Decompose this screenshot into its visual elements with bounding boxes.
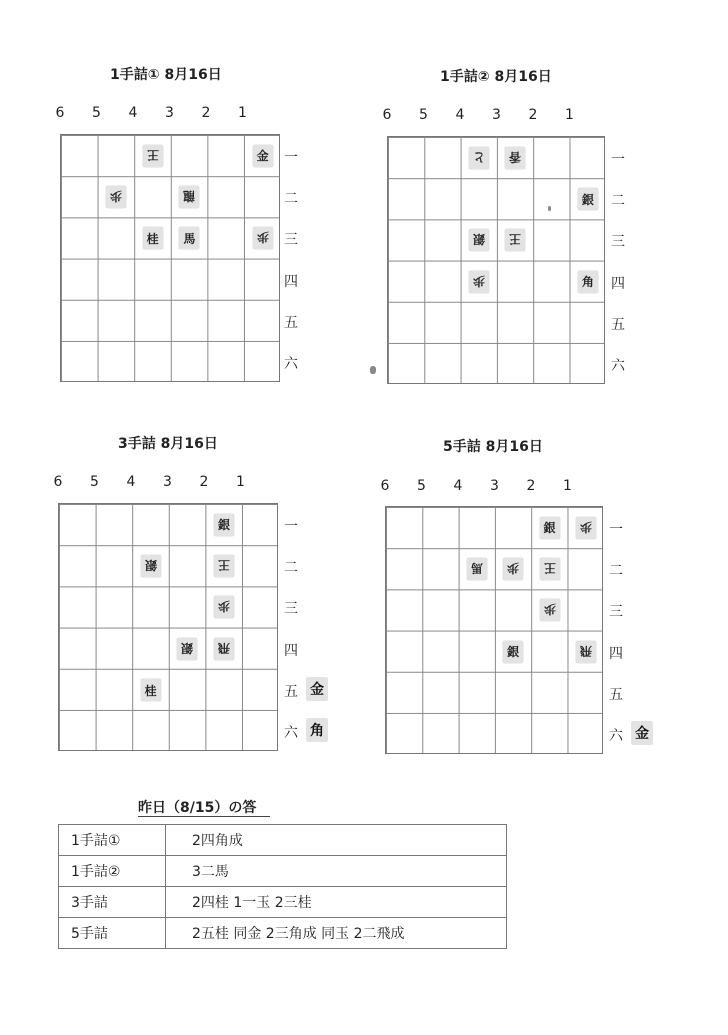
column-label: 2 (201, 105, 211, 121)
shogi-piece: 銀 (540, 517, 560, 539)
shogi-piece: 金 (253, 145, 273, 167)
shogi-piece: 馬 (467, 558, 487, 580)
paper-speck (370, 366, 376, 374)
column-label: 6 (53, 474, 63, 490)
shogi-board (58, 503, 278, 751)
shogi-piece: 歩 (503, 558, 523, 580)
answer-moves: 2四角成 (166, 825, 507, 856)
shogi-piece: 歩 (106, 186, 126, 208)
shogi-piece: 王 (143, 145, 163, 167)
hand-piece: 角 (306, 718, 328, 742)
shogi-piece: 龍 (179, 186, 199, 208)
column-label: 6 (382, 107, 392, 123)
column-label: 5 (90, 474, 99, 490)
hand-piece: 金 (306, 677, 328, 701)
shogi-piece: 銀 (177, 638, 197, 660)
shogi-piece: 王 (505, 229, 525, 251)
puzzle-title: 1手詰② 8月16日 (440, 69, 552, 85)
puzzle-title: 5手詰 8月16日 (443, 439, 543, 455)
row-label: 一 (284, 518, 298, 535)
answers-table (58, 824, 507, 949)
column-label: 4 (126, 474, 136, 490)
row-label: 六 (609, 728, 623, 745)
row-label: 五 (609, 687, 623, 703)
column-label: 4 (455, 107, 465, 123)
column-label: 5 (419, 107, 428, 123)
column-label: 2 (199, 474, 209, 490)
answers-title-underline (138, 816, 270, 817)
shogi-piece: 香 (505, 147, 525, 169)
shogi-piece: 銀 (214, 514, 234, 536)
column-label: 3 (490, 478, 499, 494)
column-label: 5 (417, 478, 426, 494)
shogi-piece: 歩 (253, 227, 273, 249)
column-label: 6 (55, 105, 65, 121)
row-label: 六 (284, 725, 298, 742)
shogi-piece: 王 (214, 555, 234, 577)
puzzle-title: 1手詰① 8月16日 (110, 67, 222, 83)
row-label: 三 (611, 234, 625, 251)
shogi-piece: 銀 (503, 641, 523, 663)
column-label: 1 (565, 107, 574, 123)
row-label: 二 (284, 560, 298, 576)
puzzle-title: 3手詰 8月16日 (118, 436, 218, 452)
column-label: 2 (528, 107, 538, 123)
shogi-board (385, 506, 603, 754)
row-label: 一 (609, 521, 623, 538)
column-label: 3 (165, 105, 174, 121)
row-label: 一 (611, 151, 625, 168)
column-label: 1 (238, 105, 247, 121)
paper-speck (548, 206, 551, 211)
answer-row (59, 887, 507, 918)
row-label: 四 (609, 645, 623, 662)
answer-moves: 3二馬 (166, 856, 507, 887)
column-label: 3 (163, 474, 172, 490)
shogi-piece: 銀 (469, 229, 489, 251)
column-label: 1 (236, 474, 245, 490)
column-label: 2 (526, 478, 536, 494)
answer-label: 1手詰① (59, 825, 166, 856)
shogi-piece: と (469, 147, 489, 169)
shogi-board (60, 134, 280, 382)
row-label: 四 (611, 275, 625, 292)
row-label: 六 (284, 356, 298, 373)
row-label: 一 (284, 149, 298, 166)
column-label: 3 (492, 107, 501, 123)
shogi-piece: 飛 (214, 638, 234, 660)
answer-row (59, 918, 507, 949)
shogi-piece: 王 (540, 558, 560, 580)
answers-title: 昨日（8/15）の答 (138, 800, 257, 816)
row-label: 四 (284, 642, 298, 659)
row-label: 二 (609, 563, 623, 579)
shogi-piece: 銀 (578, 188, 598, 210)
shogi-piece: 桂 (143, 227, 163, 249)
row-label: 五 (284, 684, 298, 700)
shogi-piece: 角 (578, 271, 598, 293)
shogi-piece: 銀 (141, 555, 161, 577)
shogi-piece: 飛 (576, 641, 596, 663)
shogi-board (387, 136, 605, 384)
shogi-piece: 歩 (576, 517, 596, 539)
answer-moves: 2五桂 同金 2三角成 同玉 2二飛成 (166, 918, 507, 949)
answer-row (59, 856, 507, 887)
answer-moves: 2四桂 1一玉 2三桂 (166, 887, 507, 918)
row-label: 三 (284, 232, 298, 249)
row-label: 四 (284, 273, 298, 290)
shogi-piece: 歩 (214, 596, 234, 618)
row-label: 三 (284, 601, 298, 618)
row-label: 六 (611, 358, 625, 375)
row-label: 三 (609, 604, 623, 621)
column-label: 4 (453, 478, 463, 494)
column-label: 1 (563, 478, 572, 494)
answer-label: 1手詰② (59, 856, 166, 887)
answer-label: 3手詰 (59, 887, 166, 918)
column-label: 4 (128, 105, 138, 121)
row-label: 五 (611, 317, 625, 333)
answer-label: 5手詰 (59, 918, 166, 949)
column-label: 6 (380, 478, 390, 494)
shogi-piece: 桂 (141, 679, 161, 701)
row-label: 二 (611, 193, 625, 209)
answer-row (59, 825, 507, 856)
hand-piece: 金 (631, 721, 653, 745)
shogi-piece: 歩 (540, 599, 560, 621)
shogi-piece: 馬 (179, 227, 199, 249)
row-label: 五 (284, 315, 298, 331)
shogi-piece: 歩 (469, 271, 489, 293)
column-label: 5 (92, 105, 101, 121)
row-label: 二 (284, 191, 298, 207)
